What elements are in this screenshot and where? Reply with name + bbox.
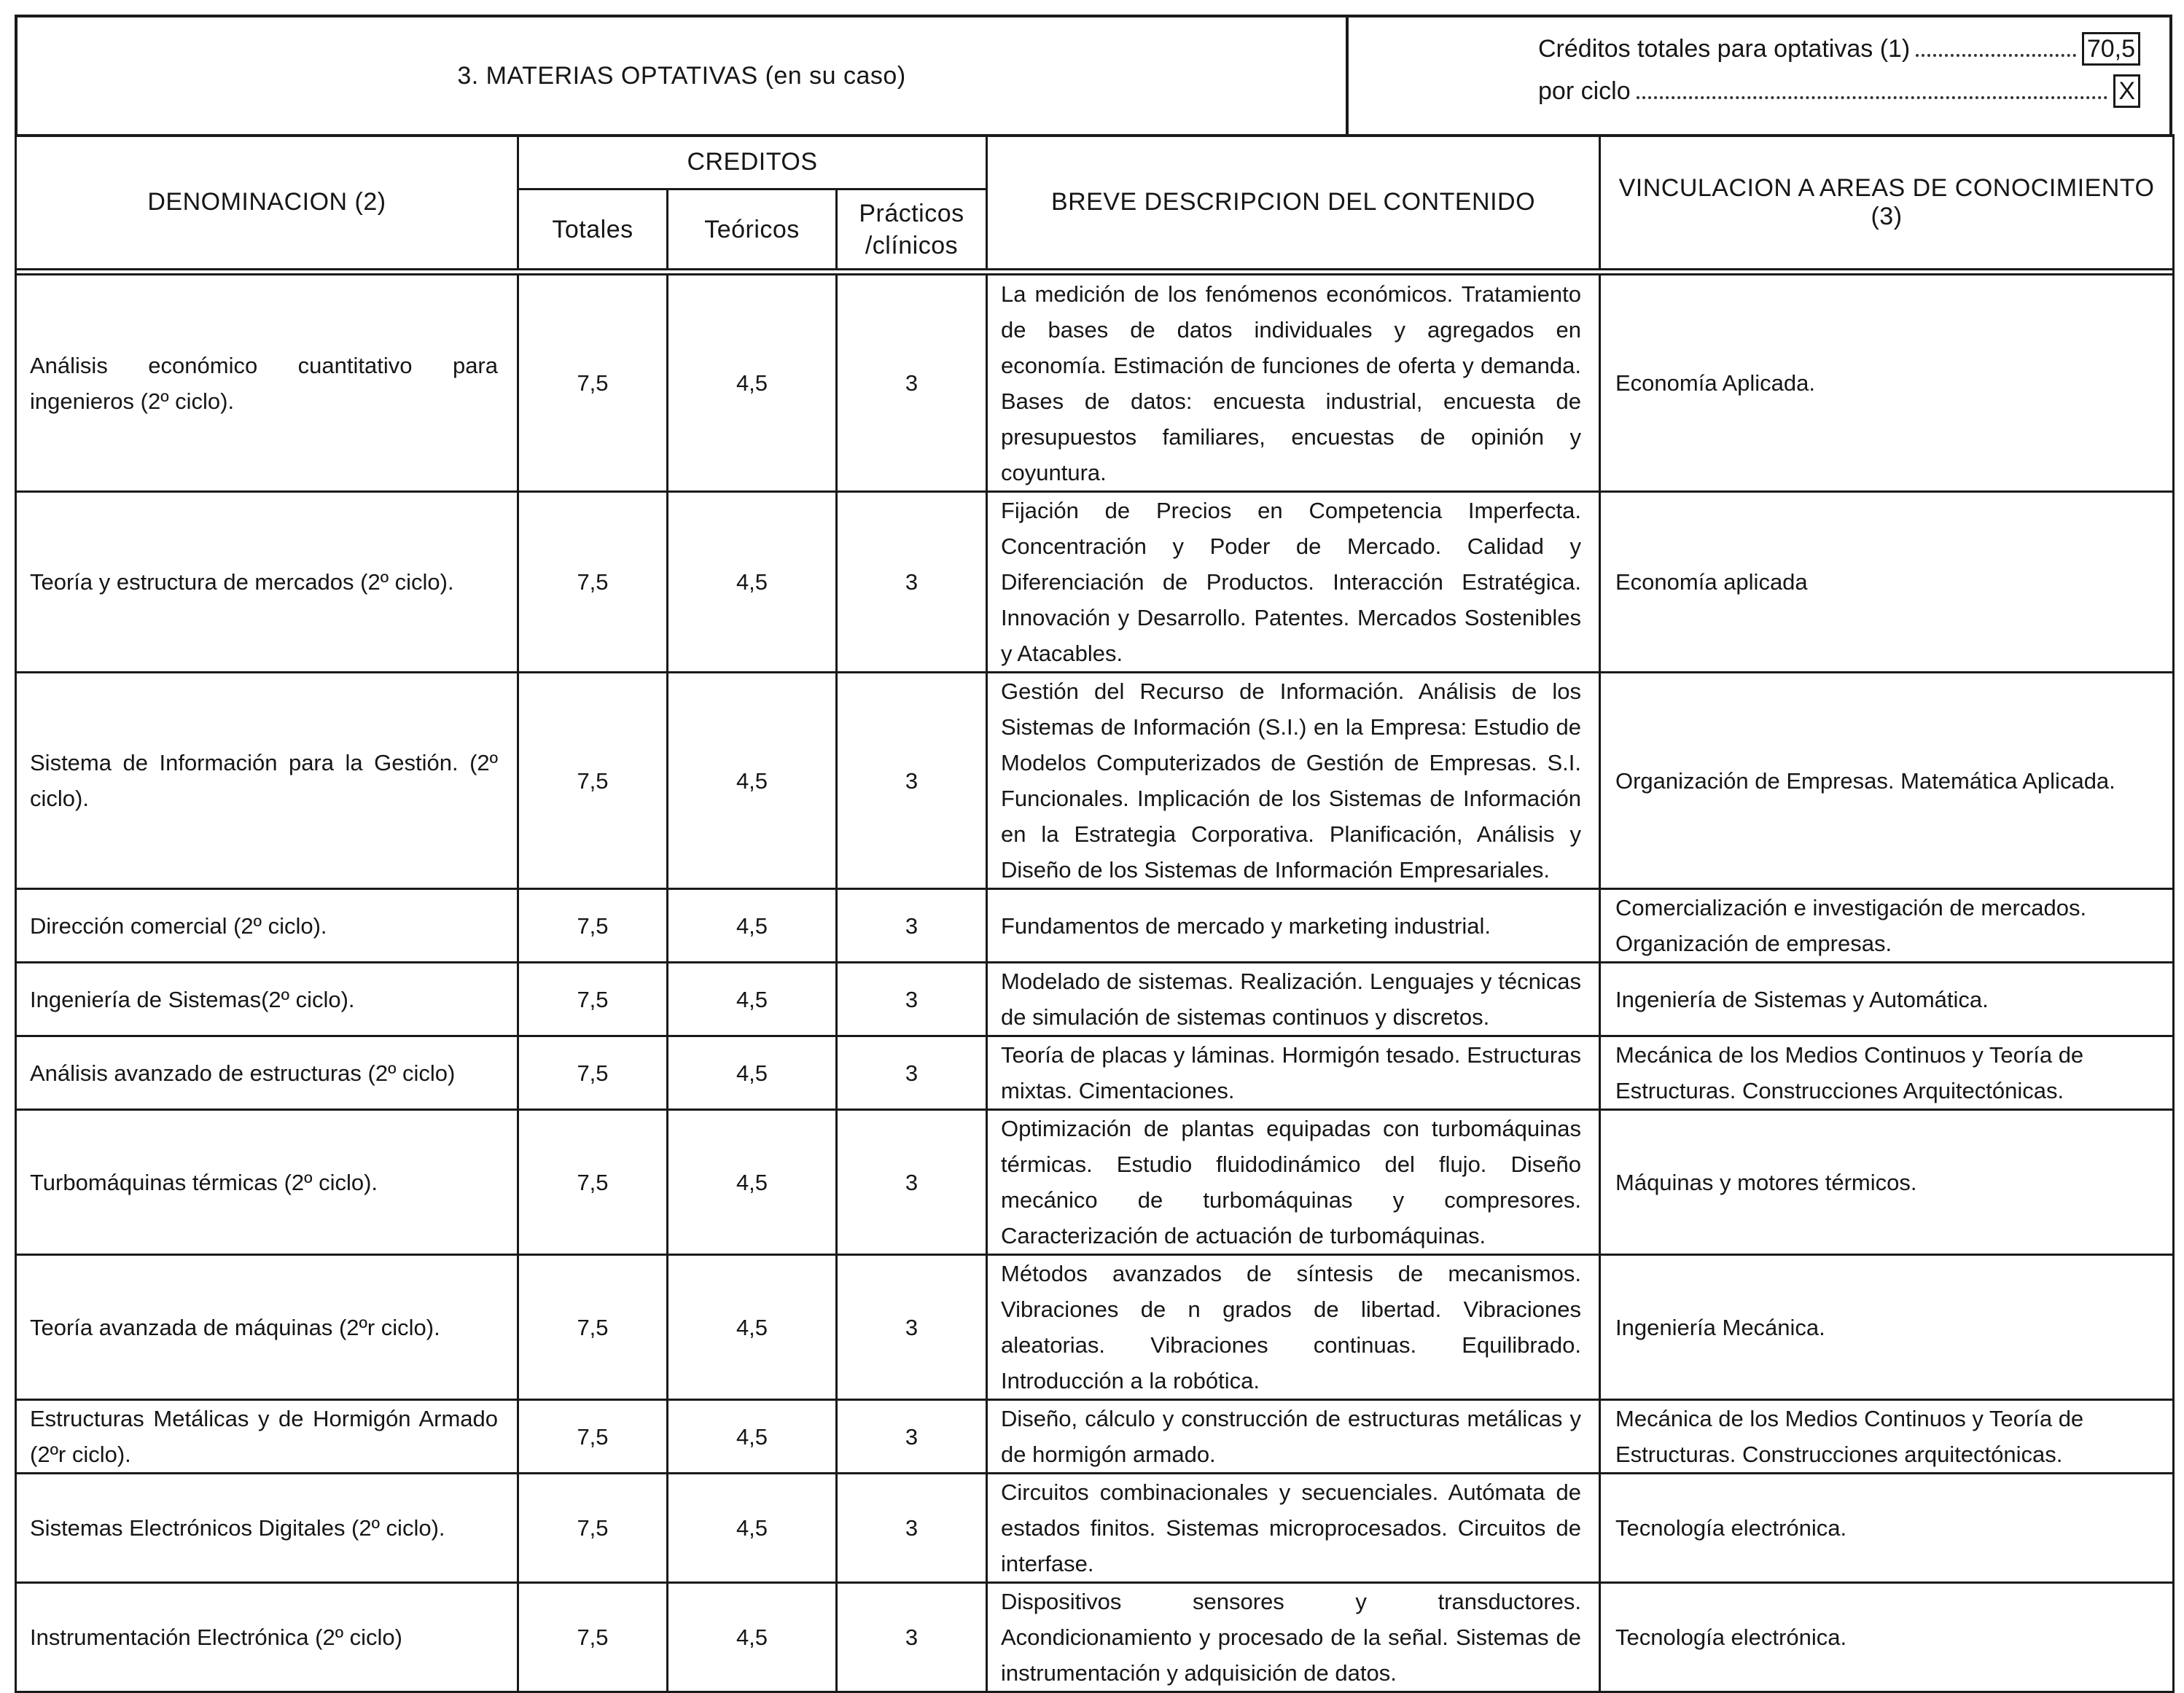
credits-theory: 4,5 xyxy=(668,673,837,889)
credits-theory: 4,5 xyxy=(668,275,837,492)
table-row xyxy=(16,275,2174,492)
content-description: Circuitos combinacionales y secuenciales. Autómata de estados finitos. Sistemas microprocesados. Circuitos de interfase. xyxy=(987,1474,1600,1583)
table-row xyxy=(16,963,2174,1036)
content-description: Modelado de sistemas. Realización. Lenguajes y técnicas de simulación de sistemas continuos y discretos. xyxy=(987,963,1600,1036)
content-description: Optimización de plantas equipadas con turbomáquinas térmicas. Estudio fluidodinámico del flujo. Diseño mecánico de turbomáquinas y compresores. Caracterización de actuación de turbomáquinas. xyxy=(987,1110,1600,1255)
subjects-body xyxy=(16,275,2174,1692)
table-row xyxy=(16,1400,2174,1474)
subject-name: Ingeniería de Sistemas(2º ciclo). xyxy=(16,963,518,1036)
content-description: Gestión del Recurso de Información. Análisis de los Sistemas de Información (S.I.) en la Empresa: Estudio de Modelos Computerizados de Gestión de Empresas. S.I. Funcionales. Implicación de los Sistemas de Información en la Estrategia Corporativa. Planificación, Análisis y Diseño de los Sistemas de Información Empresariales. xyxy=(987,673,1600,889)
credits-total: 7,5 xyxy=(518,889,668,963)
credits-total: 7,5 xyxy=(518,1036,668,1110)
knowledge-area: Economía aplicada xyxy=(1600,492,2174,673)
document-page xyxy=(15,15,2172,1693)
knowledge-area: Economía Aplicada. xyxy=(1600,275,2174,492)
col-totales: Totales xyxy=(518,189,668,270)
credits-total: 7,5 xyxy=(518,275,668,492)
credits-practice: 3 xyxy=(837,889,987,963)
credits-label: Créditos totales para optativas (1) xyxy=(1538,35,1911,63)
content-description: Dispositivos sensores y transductores. Acondicionamiento y procesado de la señal. Sistemas de instrumentación y adquisición de datos. xyxy=(987,1583,1600,1692)
credits-total: 7,5 xyxy=(518,1255,668,1400)
col-creditos: CREDITOS xyxy=(518,136,987,189)
credits-total: 7,5 xyxy=(518,673,668,889)
credits-theory: 4,5 xyxy=(668,963,837,1036)
section-header xyxy=(15,15,2172,137)
table-row xyxy=(16,673,2174,889)
credits-practice: 3 xyxy=(837,1255,987,1400)
subject-name: Sistema de Información para la Gestión. (2º ciclo). xyxy=(16,673,518,889)
content-description: Teoría de placas y láminas. Hormigón tesado. Estructuras mixtas. Cimentaciones. xyxy=(987,1036,1600,1110)
credits-practice: 3 xyxy=(837,1583,987,1692)
subject-name: Teoría y estructura de mercados (2º ciclo). xyxy=(16,492,518,673)
credits-theory: 4,5 xyxy=(668,889,837,963)
knowledge-area: Ingeniería de Sistemas y Automática. xyxy=(1600,963,2174,1036)
cycle-label: por ciclo xyxy=(1538,77,1631,105)
content-description: Fijación de Precios en Competencia Imperfecta. Concentración y Poder de Mercado. Calidad y Diferenciación de Productos. Interacción Estratégica. Innovación y Desarrollo. Patentes. Mercados Sostenibles y Atacables. xyxy=(987,492,1600,673)
col-teoricos: Teóricos xyxy=(668,189,837,270)
knowledge-area: Ingeniería Mecánica. xyxy=(1600,1255,2174,1400)
leader-dots xyxy=(1637,96,2108,99)
credits-total: 7,5 xyxy=(518,1110,668,1255)
table-row xyxy=(16,492,2174,673)
content-description: Diseño, cálculo y construcción de estructuras metálicas y de hormigón armado. xyxy=(987,1400,1600,1474)
credits-total: 7,5 xyxy=(518,492,668,673)
table-row xyxy=(16,889,2174,963)
knowledge-area: Mecánica de los Medios Continuos y Teoría de Estructuras. Construcciones arquitectónicas. xyxy=(1600,1400,2174,1474)
col-practicos-line1: Prácticos xyxy=(859,199,964,227)
credits-theory: 4,5 xyxy=(668,1474,837,1583)
subject-name: Estructuras Metálicas y de Hormigón Armado (2ºr ciclo). xyxy=(16,1400,518,1474)
leader-dots xyxy=(1916,54,2076,57)
credits-practice: 3 xyxy=(837,1474,987,1583)
content-description: Fundamentos de mercado y marketing industrial. xyxy=(987,889,1600,963)
credits-practice: 3 xyxy=(837,963,987,1036)
subject-name: Turbomáquinas térmicas (2º ciclo). xyxy=(16,1110,518,1255)
credits-theory: 4,5 xyxy=(668,1583,837,1692)
credits-practice: 3 xyxy=(837,1400,987,1474)
content-description: Métodos avanzados de síntesis de mecanismos. Vibraciones de n grados de libertad. Vibraciones aleatorias. Vibraciones continuas. Equilibrado. Introducción a la robótica. xyxy=(987,1255,1600,1400)
col-practicos xyxy=(837,189,987,270)
subject-name: Instrumentación Electrónica (2º ciclo) xyxy=(16,1583,518,1692)
subject-name: Análisis económico cuantitativo para ingenieros (2º ciclo). xyxy=(16,275,518,492)
credits-practice: 3 xyxy=(837,275,987,492)
credits-theory: 4,5 xyxy=(668,492,837,673)
knowledge-area: Comercialización e investigación de mercados. Organización de empresas. xyxy=(1600,889,2174,963)
subject-name: Análisis avanzado de estructuras (2º ciclo) xyxy=(16,1036,518,1110)
knowledge-area: Mecánica de los Medios Continuos y Teoría de Estructuras. Construcciones Arquitectónicas. xyxy=(1600,1036,2174,1110)
credits-total: 7,5 xyxy=(518,963,668,1036)
table-row xyxy=(16,1583,2174,1692)
credits-summary xyxy=(1347,16,2171,136)
cycle-value: X xyxy=(2113,74,2140,108)
credits-theory: 4,5 xyxy=(668,1400,837,1474)
credits-total: 7,5 xyxy=(518,1400,668,1474)
credits-practice: 3 xyxy=(837,673,987,889)
col-descripcion: BREVE DESCRIPCION DEL CONTENIDO xyxy=(987,136,1600,270)
credits-total: 7,5 xyxy=(518,1583,668,1692)
knowledge-area: Máquinas y motores térmicos. xyxy=(1600,1110,2174,1255)
knowledge-area: Tecnología electrónica. xyxy=(1600,1474,2174,1583)
credits-practice: 3 xyxy=(837,492,987,673)
knowledge-area: Tecnología electrónica. xyxy=(1600,1583,2174,1692)
col-practicos-line2: /clínicos xyxy=(865,231,959,259)
section-title: 3. MATERIAS OPTATIVAS (en su caso) xyxy=(16,16,1347,136)
table-row xyxy=(16,1474,2174,1583)
credits-value: 70,5 xyxy=(2082,32,2140,66)
credits-total: 7,5 xyxy=(518,1474,668,1583)
subject-name: Dirección comercial (2º ciclo). xyxy=(16,889,518,963)
table-row xyxy=(16,1110,2174,1255)
credits-theory: 4,5 xyxy=(668,1036,837,1110)
subjects-table xyxy=(15,134,2175,1693)
credits-practice: 3 xyxy=(837,1110,987,1255)
credits-theory: 4,5 xyxy=(668,1110,837,1255)
table-row xyxy=(16,1255,2174,1400)
col-vinculacion: VINCULACION A AREAS DE CONOCIMIENTO (3) xyxy=(1600,136,2174,270)
knowledge-area: Organización de Empresas. Matemática Aplicada. xyxy=(1600,673,2174,889)
table-row xyxy=(16,1036,2174,1110)
subject-name: Teoría avanzada de máquinas (2ºr ciclo). xyxy=(16,1255,518,1400)
col-denominacion: DENOMINACION (2) xyxy=(16,136,518,270)
subject-name: Sistemas Electrónicos Digitales (2º ciclo). xyxy=(16,1474,518,1583)
content-description: La medición de los fenómenos económicos. Tratamiento de bases de datos individuales y agregados en economía. Estimación de funciones de oferta y demanda. Bases de datos: encuesta industrial, encuesta de presupuestos familiares, encuestas de opinión y coyuntura. xyxy=(987,275,1600,492)
credits-practice: 3 xyxy=(837,1036,987,1110)
credits-theory: 4,5 xyxy=(668,1255,837,1400)
